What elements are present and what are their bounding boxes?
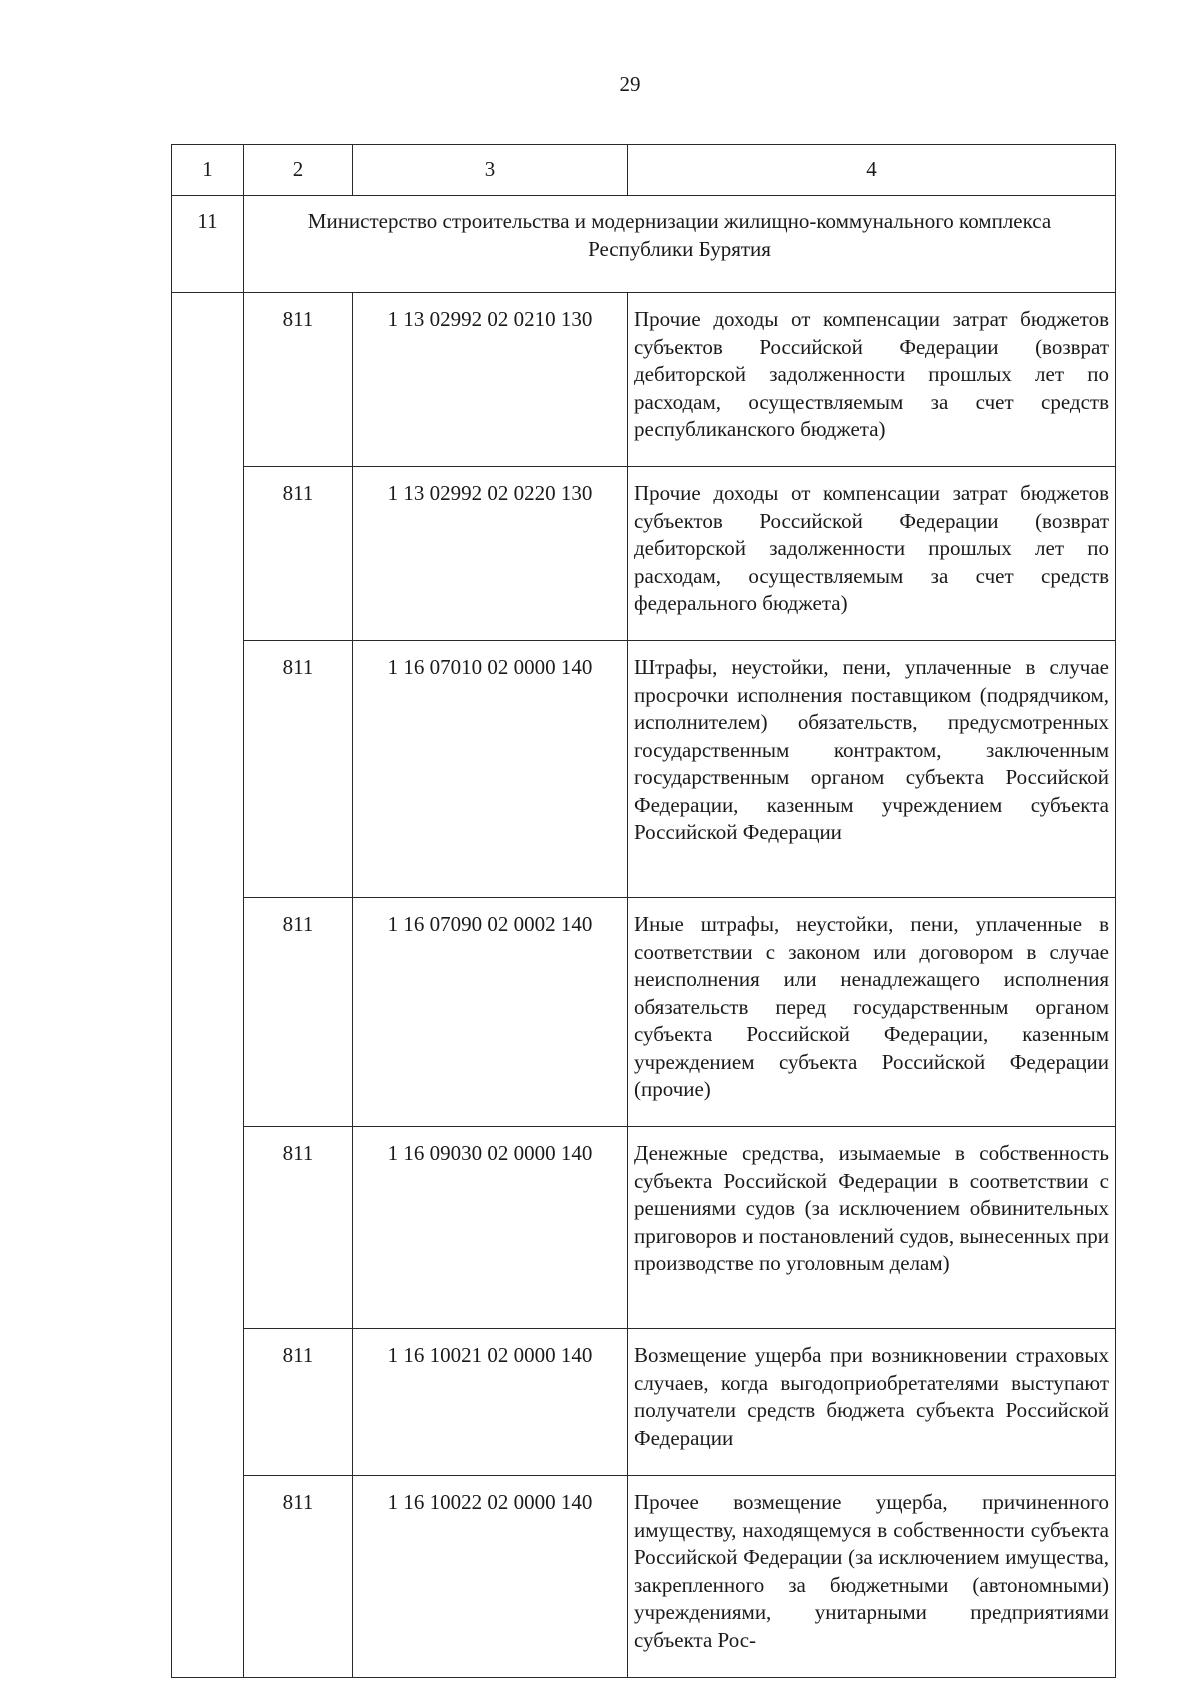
admin-code: 811 [244, 467, 353, 641]
table-row [172, 467, 1116, 641]
table-row [172, 293, 1116, 467]
ministry-row [172, 196, 1116, 293]
ministry-name: Министерство строительства и модернизации жилищно-коммунального комплекса Республики Бурятия [244, 196, 1116, 293]
revenue-code: 1 16 07010 02 0000 140 [353, 641, 628, 898]
table-row [172, 1127, 1116, 1329]
empty-number-cell [172, 293, 244, 1678]
revenue-description: Прочее возмещение ущерба, причиненного имуществу, находящемуся в собственности субъекта Российской Федерации (за исключением имущества, закрепленного за бюджетными (автономными) учреждениями, унитарными предприятиями субъекта Рос- [628, 1476, 1116, 1678]
revenue-description: Прочие доходы от компенсации затрат бюджетов субъектов Российской Федерации (возврат дебиторской задолженности прошлых лет по расходам, осуществляемым за счет средств республиканского бюджета) [628, 293, 1116, 467]
header-cell-4: 4 [628, 145, 1116, 196]
revenue-code: 1 16 10021 02 0000 140 [353, 1329, 628, 1476]
revenue-code: 1 16 07090 02 0002 140 [353, 898, 628, 1127]
page-number: 29 [619, 72, 641, 96]
table-row [172, 641, 1116, 898]
admin-code: 811 [244, 293, 353, 467]
header-cell-3: 3 [353, 145, 628, 196]
revenue-table [171, 144, 1116, 1678]
table-row [172, 1329, 1116, 1476]
table-row [172, 898, 1116, 1127]
revenue-description: Возмещение ущерба при возникновении страховых случаев, когда выгодоприобретателями выступают получатели средств бюджета субъекта Российской Федерации [628, 1329, 1116, 1476]
section-number: 11 [172, 196, 244, 293]
header-cell-2: 2 [244, 145, 353, 196]
revenue-description: Иные штрафы, неустойки, пени, уплаченные в соответствии с законом или договором в случае неисполнения или ненадлежащего исполнения обязательств перед государственным органом субъекта Российской Федерации, казенным учреждением субъекта Российской Федерации (прочие) [628, 898, 1116, 1127]
admin-code: 811 [244, 1476, 353, 1678]
revenue-code: 1 13 02992 02 0210 130 [353, 293, 628, 467]
table-header-row [172, 145, 1116, 196]
revenue-description: Прочие доходы от компенсации затрат бюджетов субъектов Российской Федерации (возврат дебиторской задолженности прошлых лет по расходам, осуществляемым за счет средств федерального бюджета) [628, 467, 1116, 641]
revenue-description: Штрафы, неустойки, пени, уплаченные в случае просрочки исполнения поставщиком (подрядчиком, исполнителем) обязательств, предусмотренных государственным контрактом, заключенным государственным органом субъекта Российской Федерации, казенным учреждением субъекта Российской Федерации [628, 641, 1116, 898]
revenue-code: 1 16 09030 02 0000 140 [353, 1127, 628, 1329]
revenue-code: 1 16 10022 02 0000 140 [353, 1476, 628, 1678]
revenue-description: Денежные средства, изымаемые в собственность субъекта Российской Федерации в соответствии с решениями судов (за исключением обвинительных приговоров и постановлений судов, вынесенных при производстве по уголовным делам) [628, 1127, 1116, 1329]
revenue-code: 1 13 02992 02 0220 130 [353, 467, 628, 641]
admin-code: 811 [244, 1329, 353, 1476]
table-row [172, 1476, 1116, 1678]
admin-code: 811 [244, 1127, 353, 1329]
header-cell-1: 1 [172, 145, 244, 196]
admin-code: 811 [244, 898, 353, 1127]
admin-code: 811 [244, 641, 353, 898]
